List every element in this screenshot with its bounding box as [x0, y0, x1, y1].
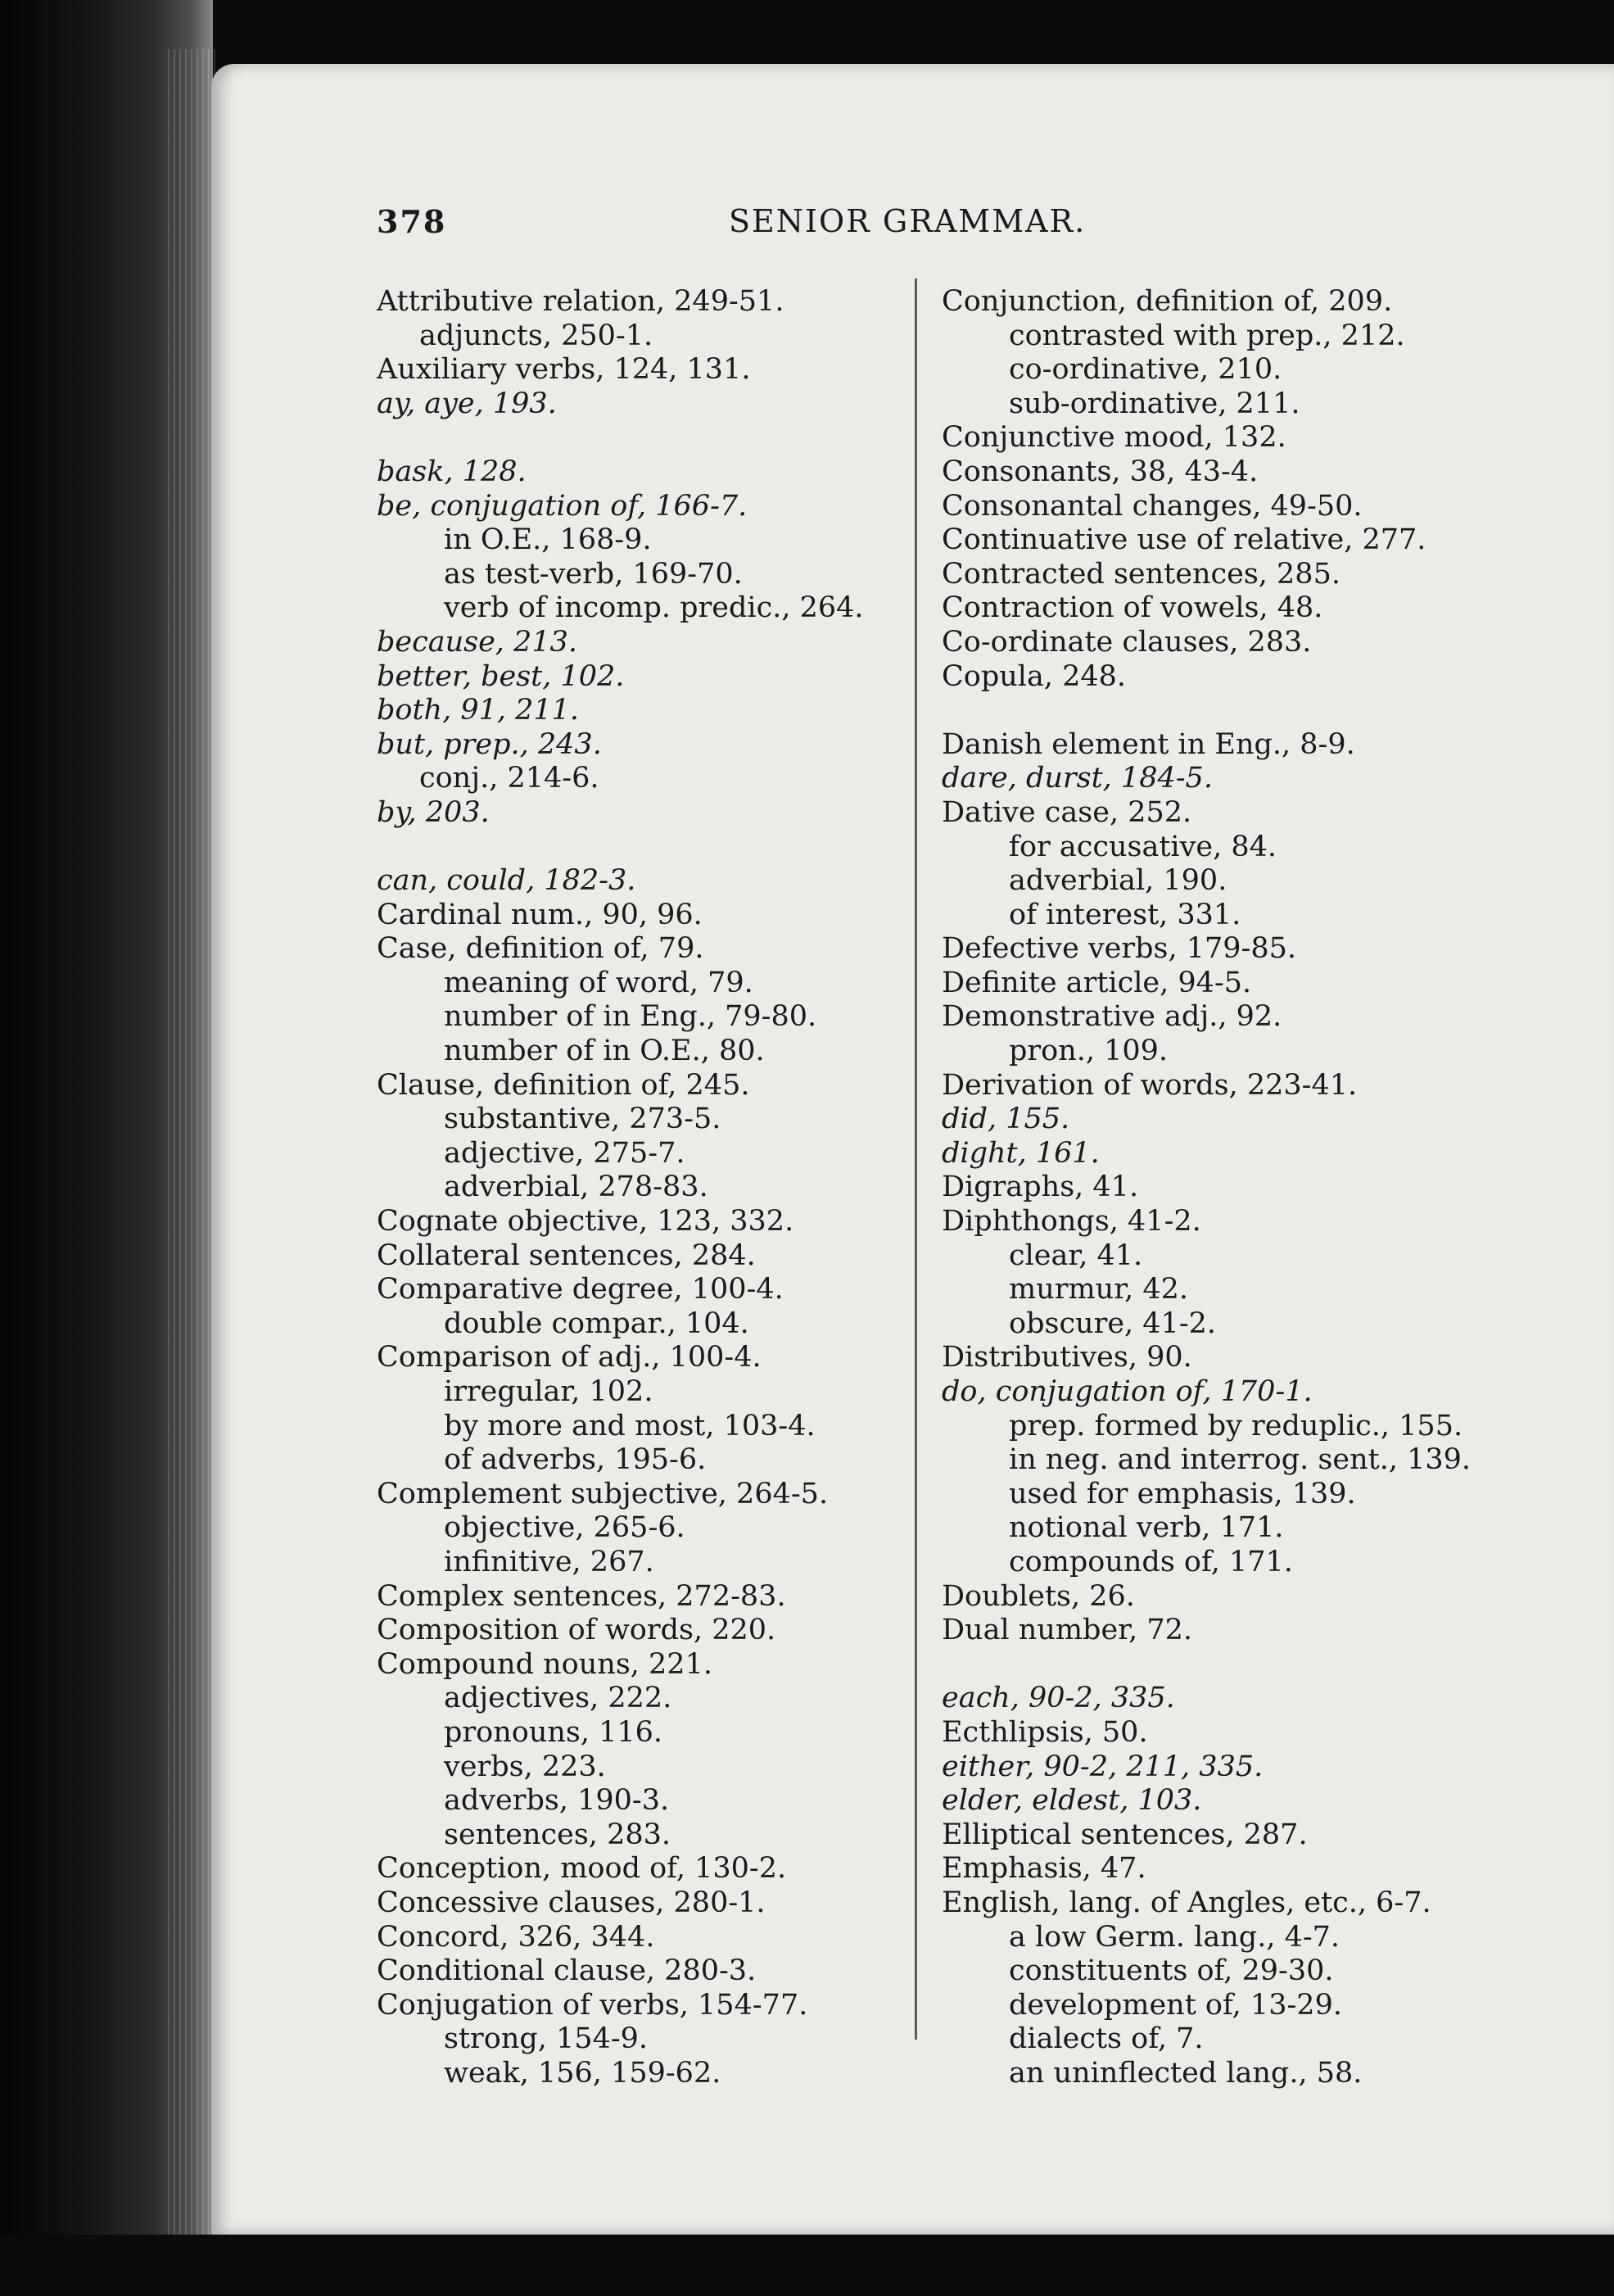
- index-entry: Contracted sentences, 285.: [942, 557, 1340, 591]
- index-entry: obscure, 41-2.: [1009, 1307, 1217, 1340]
- index-entry: pron., 109.: [1009, 1035, 1169, 1068]
- index-entry: Conditional clause, 280-3.: [377, 1954, 757, 1988]
- index-gap: [377, 831, 901, 865]
- index-entry: Clause, definition of, 245.: [377, 1068, 750, 1102]
- index-entry: adjective, 275-7.: [444, 1136, 685, 1170]
- page-number: 378: [377, 203, 447, 240]
- index-entry: but, prep., 243.: [377, 727, 602, 761]
- index-entry: ay, aye, 193.: [377, 387, 557, 420]
- index-entry: be, conjugation of, 166-7.: [377, 489, 748, 523]
- index-entry: because, 213.: [377, 625, 577, 659]
- index-entry: an uninflected lang., 58.: [1009, 2056, 1363, 2090]
- index-entry: Danish element in Eng., 8-9.: [942, 727, 1355, 761]
- index-entry: irregular, 102.: [444, 1375, 653, 1408]
- index-entry: dare, durst, 184-5.: [942, 762, 1213, 795]
- index-gap: [942, 694, 1499, 728]
- running-head: SENIOR GRAMMAR.: [729, 203, 1087, 239]
- index-entry: adverbial, 190.: [1009, 864, 1227, 898]
- index-entry: substantive, 273-5.: [444, 1103, 721, 1136]
- index-entry: conj., 214-6.: [419, 762, 599, 795]
- index-entry: Definite article, 94-5.: [942, 966, 1252, 999]
- index-entry: Copula, 248.: [942, 659, 1127, 693]
- index-entry: for accusative, 84.: [1009, 830, 1277, 863]
- index-entry: contrasted with prep., 212.: [1009, 319, 1405, 352]
- index-entry: Collateral sentences, 284.: [377, 1239, 756, 1272]
- index-entry: Composition of words, 220.: [377, 1614, 776, 1647]
- index-gap: [377, 421, 901, 455]
- index-entry: Derivation of words, 223-41.: [942, 1068, 1358, 1102]
- index-column-left: [377, 285, 901, 2090]
- index-entry: Consonantal changes, 49-50.: [942, 489, 1363, 523]
- index-entry: infinitive, 267.: [444, 1545, 654, 1578]
- index-entry: Conjugation of verbs, 154-77.: [377, 1988, 808, 2022]
- index-entry: each, 90-2, 335.: [942, 1682, 1175, 1715]
- index-entry: of adverbs, 195-6.: [444, 1443, 707, 1477]
- index-gap: [942, 1648, 1499, 1682]
- column-divider: [915, 279, 917, 2040]
- index-entry: both, 91, 211.: [377, 694, 580, 727]
- index-entry: can, could, 182-3.: [377, 864, 636, 898]
- film-border-bottom: [0, 2235, 1614, 2296]
- index-entry: Dual number, 72.: [942, 1614, 1192, 1647]
- index-entry: verb of incomp. predic., 264.: [444, 591, 864, 625]
- index-entry: English, lang. of Angles, etc., 6-7.: [942, 1886, 1431, 1919]
- index-entry: Digraphs, 41.: [942, 1171, 1139, 1204]
- index-entry: Compound nouns, 221.: [377, 1647, 712, 1681]
- index-entry: either, 90-2, 211, 335.: [942, 1750, 1264, 1783]
- index-entry: Cardinal num., 90, 96.: [377, 898, 703, 931]
- index-entry: used for emphasis, 139.: [1009, 1477, 1356, 1510]
- index-entry: of interest, 331.: [1009, 898, 1241, 931]
- index-entry: better, best, 102.: [377, 659, 625, 693]
- index-entry: elder, eldest, 103.: [942, 1784, 1202, 1818]
- index-entry: Distributives, 90.: [942, 1341, 1192, 1374]
- index-entry: Auxiliary verbs, 124, 131.: [377, 353, 751, 387]
- index-entry: meaning of word, 79.: [444, 966, 753, 999]
- index-entry: clear, 41.: [1009, 1239, 1143, 1272]
- index-entry: adjuncts, 250-1.: [419, 319, 653, 352]
- index-entry: as test-verb, 169-70.: [444, 557, 743, 591]
- index-entry: notional verb, 171.: [1009, 1511, 1284, 1545]
- index-entry: Dative case, 252.: [942, 795, 1192, 829]
- index-entry: in neg. and interrog. sent., 139.: [1009, 1443, 1471, 1477]
- index-entry: Elliptical sentences, 287.: [942, 1818, 1308, 1851]
- index-entry: Concord, 326, 344.: [377, 1920, 655, 1954]
- index-entry: in O.E., 168-9.: [444, 523, 652, 557]
- index-entry: did, 155.: [942, 1103, 1070, 1136]
- index-entry: co-ordinative, 210.: [1009, 353, 1282, 387]
- index-entry: Attributive relation, 249-51.: [377, 285, 784, 318]
- index-column-right: [942, 285, 1499, 2090]
- index-entry: strong, 154-9.: [444, 2022, 649, 2056]
- index-entry: Consonants, 38, 43-4.: [942, 455, 1259, 488]
- index-entry: double compar., 104.: [444, 1307, 749, 1340]
- index-entry: adverbs, 190-3.: [444, 1784, 670, 1818]
- index-entry: number of in Eng., 79-80.: [444, 1000, 817, 1034]
- index-entry: Comparative degree, 100-4.: [377, 1273, 784, 1307]
- index-entry: sentences, 283.: [444, 1818, 671, 1851]
- index-entry: a low Germ. lang., 4-7.: [1009, 1920, 1340, 1954]
- index-entry: bask, 128.: [377, 455, 527, 488]
- index-entry: Conception, mood of, 130-2.: [377, 1852, 787, 1886]
- index-entry: Defective verbs, 179-85.: [942, 932, 1297, 966]
- index-entry: pronouns, 116.: [444, 1715, 663, 1749]
- index-entry: adjectives, 222.: [444, 1682, 672, 1715]
- index-entry: verbs, 223.: [444, 1750, 606, 1783]
- index-entry: Contraction of vowels, 48.: [942, 591, 1323, 625]
- index-entry: development of, 13-29.: [1009, 1988, 1342, 2022]
- index-entry: Conjunction, definition of, 209.: [942, 285, 1393, 318]
- index-entry: number of in O.E., 80.: [444, 1035, 765, 1068]
- index-entry: Cognate objective, 123, 332.: [377, 1205, 794, 1239]
- index-entry: adverbial, 278-83.: [444, 1171, 708, 1204]
- index-entry: Emphasis, 47.: [942, 1852, 1146, 1886]
- index-entry: Demonstrative adj., 92.: [942, 1000, 1282, 1034]
- index-entry: sub-ordinative, 211.: [1009, 387, 1300, 420]
- index-entry: objective, 265-6.: [444, 1511, 685, 1545]
- index-entry: Diphthongs, 41-2.: [942, 1205, 1201, 1239]
- index-entry: Ecthlipsis, 50.: [942, 1715, 1148, 1749]
- index-entry: do, conjugation of, 170-1.: [942, 1375, 1313, 1408]
- index-entry: constituents of, 29-30.: [1009, 1954, 1334, 1988]
- index-entry: murmur, 42.: [1009, 1273, 1188, 1307]
- index-entry: Complement subjective, 264-5.: [377, 1477, 829, 1510]
- page-header: [377, 203, 1196, 252]
- index-entry: Doublets, 26.: [942, 1579, 1135, 1613]
- index-entry: Co-ordinate clauses, 283.: [942, 625, 1312, 659]
- index-entry: prep. formed by reduplic., 155.: [1009, 1409, 1463, 1442]
- index-entry: Concessive clauses, 280-1.: [377, 1886, 766, 1919]
- index-entry: compounds of, 171.: [1009, 1545, 1293, 1578]
- index-entry: by, 203.: [377, 795, 490, 829]
- index-entry: weak, 156, 159-62.: [444, 2056, 721, 2090]
- index-entry: Case, definition of, 79.: [377, 932, 704, 966]
- index-entry: Complex sentences, 272-83.: [377, 1579, 786, 1613]
- index-entry: dight, 161.: [942, 1136, 1100, 1170]
- index-entry: dialects of, 7.: [1009, 2022, 1204, 2056]
- index-entry: Conjunctive mood, 132.: [942, 421, 1286, 455]
- index-entry: by more and most, 103-4.: [444, 1409, 816, 1442]
- scan-streaks: [168, 49, 217, 2261]
- index-entry: Continuative use of relative, 277.: [942, 523, 1426, 557]
- index-entry: Comparison of adj., 100-4.: [377, 1341, 762, 1374]
